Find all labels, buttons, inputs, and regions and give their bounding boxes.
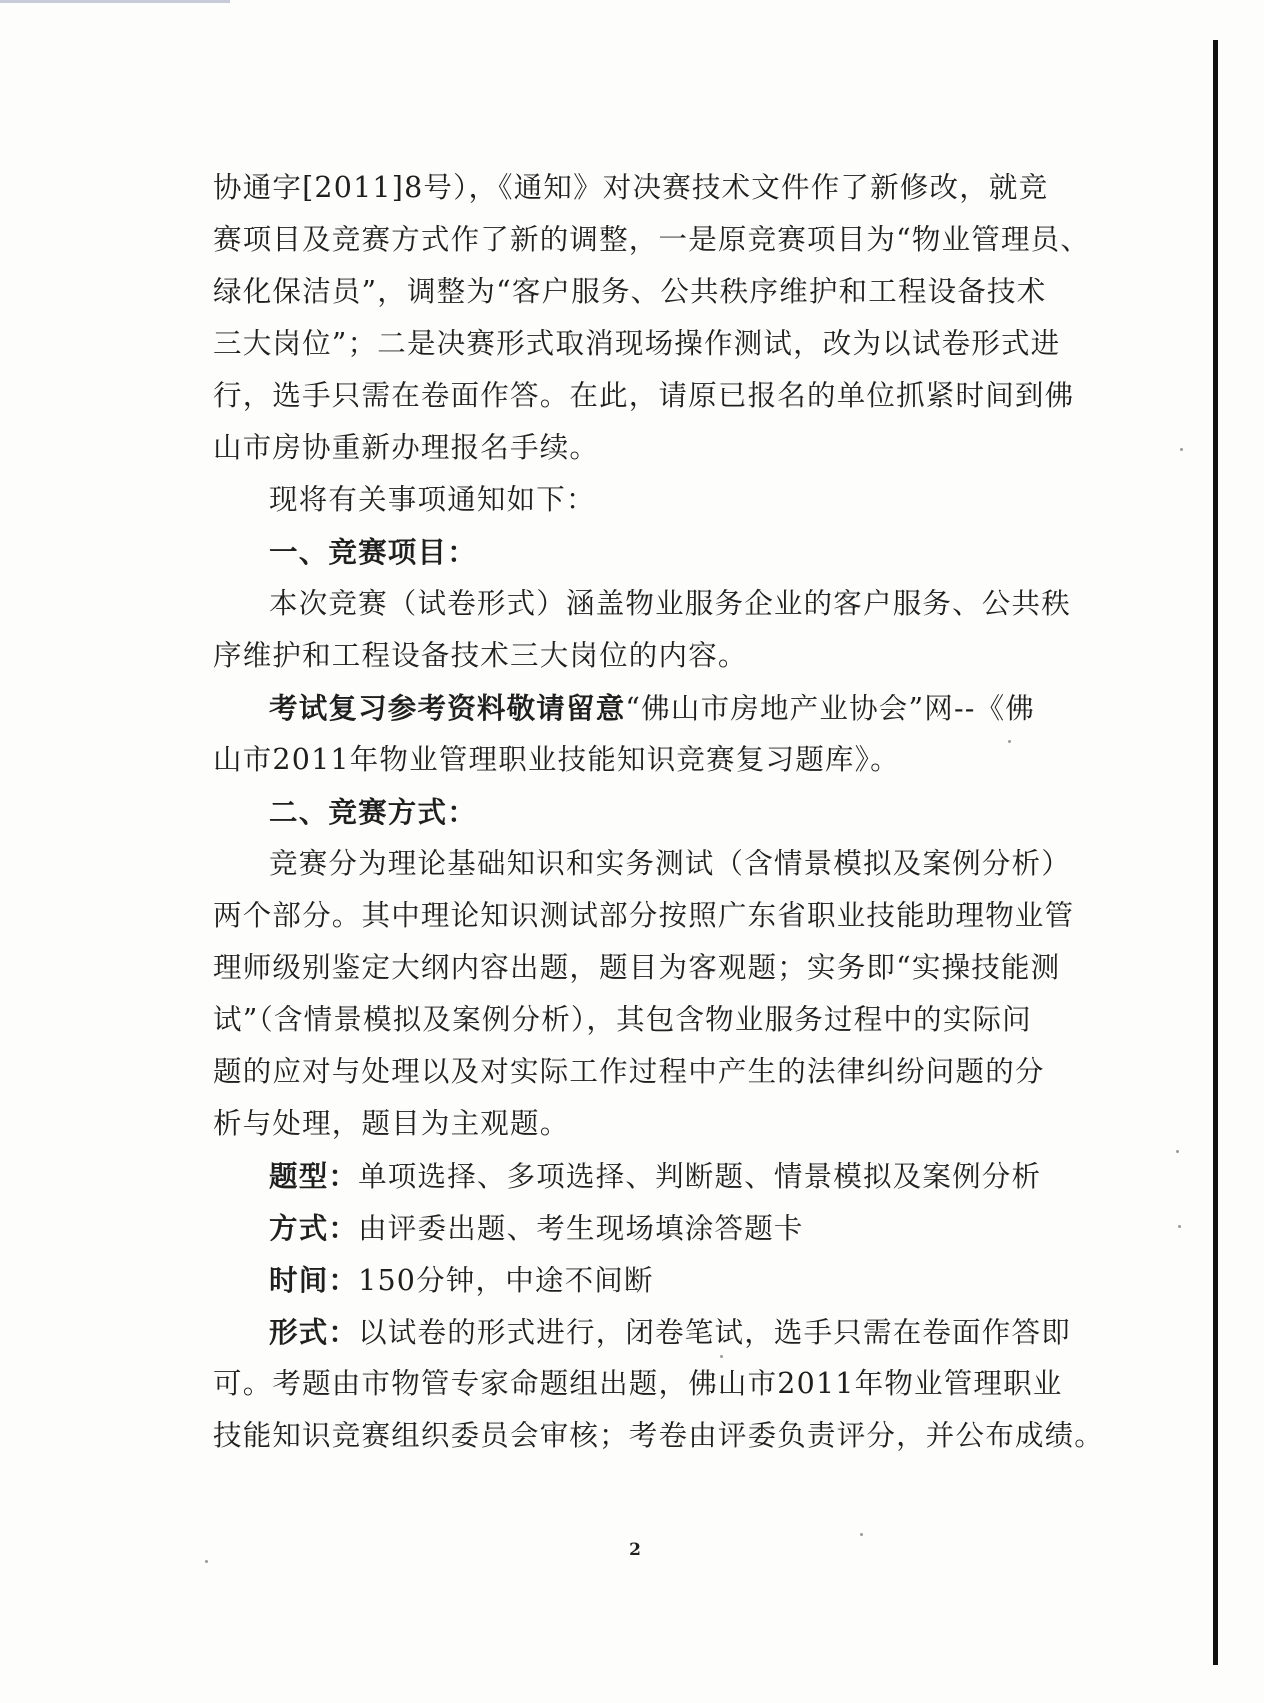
item-label: 时间：	[269, 1263, 359, 1297]
reference-source: “佛山市房地产业协会”网--《佛	[625, 692, 1036, 725]
item-question-type	[213, 1150, 1073, 1202]
section-heading-1: 一、竞赛项目：	[269, 535, 477, 569]
document-body	[213, 162, 1105, 1462]
paragraph-line: 山市房协重新办理报名手续。	[213, 431, 600, 464]
paragraph-line: 协通字[2011]8号），《通知》对决赛技术文件作了新修改，就竞	[213, 171, 1049, 204]
paragraph-line: 序维护和工程设备技术三大岗位的内容。	[213, 639, 748, 672]
scan-speck	[860, 1533, 863, 1536]
paragraph-line: 题的应对与处理以及对实际工作过程中产生的法律纠纷问题的分	[213, 1055, 1045, 1088]
paragraph-line: 理师级别鉴定大纲内容出题，题目为客观题；实务即“实操技能测	[213, 951, 1061, 984]
section-heading-2: 二、竞赛方式：	[269, 795, 477, 829]
scan-speck	[1180, 448, 1183, 451]
scan-speck	[1176, 1150, 1179, 1153]
item-form	[213, 1306, 1073, 1358]
paragraph-line: 两个部分。其中理论知识测试部分按照广东省职业技能助理物业管	[213, 899, 1075, 932]
reference-line	[213, 682, 1073, 734]
paragraph-line: 三大岗位”；二是决赛形式取消现场操作测试，改为以试卷形式进	[213, 327, 1061, 360]
paragraph-line: 行，选手只需在卷面作答。在此，请原已报名的单位抓紧时间到佛	[213, 379, 1075, 412]
scan-right-edge	[1213, 40, 1218, 1665]
scan-speck	[1178, 1225, 1181, 1228]
reference-lead: 考试复习参考资料敬请留意	[269, 691, 626, 725]
scan-top-edge	[0, 0, 230, 3]
paragraph-line: 本次竞赛（试卷形式）涵盖物业服务企业的客户服务、公共秩	[269, 587, 1071, 620]
item-label: 形式：	[269, 1315, 359, 1349]
item-method	[213, 1202, 1073, 1254]
paragraph-line: 试”（含情景模拟及案例分析），其包含物业服务过程中的实际问	[213, 1003, 1032, 1036]
paragraph-line: 山市2011年物业管理职业技能知识竞赛复习题库》。	[213, 743, 900, 776]
item-time	[213, 1254, 1073, 1306]
paragraph-line: 析与处理，题目为主观题。	[213, 1107, 570, 1140]
paragraph-line: 可。考题由市物管专家命题组出题，佛山市2011年物业管理职业	[213, 1367, 1063, 1400]
paragraph-line: 赛项目及竞赛方式作了新的调整，一是原竞赛项目为“物业管理员、	[213, 223, 1091, 256]
scan-speck	[205, 1560, 208, 1563]
item-text: 单项选择、多项选择、判断题、情景模拟及案例分析	[358, 1160, 1042, 1193]
intro-line: 现将有关事项通知如下：	[269, 483, 596, 516]
item-label: 方式：	[269, 1211, 359, 1245]
paragraph-line: 竞赛分为理论基础知识和实务测试（含情景模拟及案例分析）	[269, 847, 1071, 880]
item-text: 以试卷的形式进行，闭卷笔试，选手只需在卷面作答即	[358, 1316, 1071, 1349]
item-text: 由评委出题、考生现场填涂答题卡	[358, 1212, 804, 1245]
page-number: 2	[629, 1540, 641, 1560]
paragraph-line: 绿化保洁员”，调整为“客户服务、公共秩序维护和工程设备技术	[213, 275, 1047, 308]
item-text: 150分钟，中途不间断	[358, 1264, 654, 1297]
item-label: 题型：	[269, 1159, 359, 1193]
paragraph-line: 技能知识竞赛组织委员会审核；考卷由评委负责评分，并公布成绩。	[213, 1419, 1105, 1452]
